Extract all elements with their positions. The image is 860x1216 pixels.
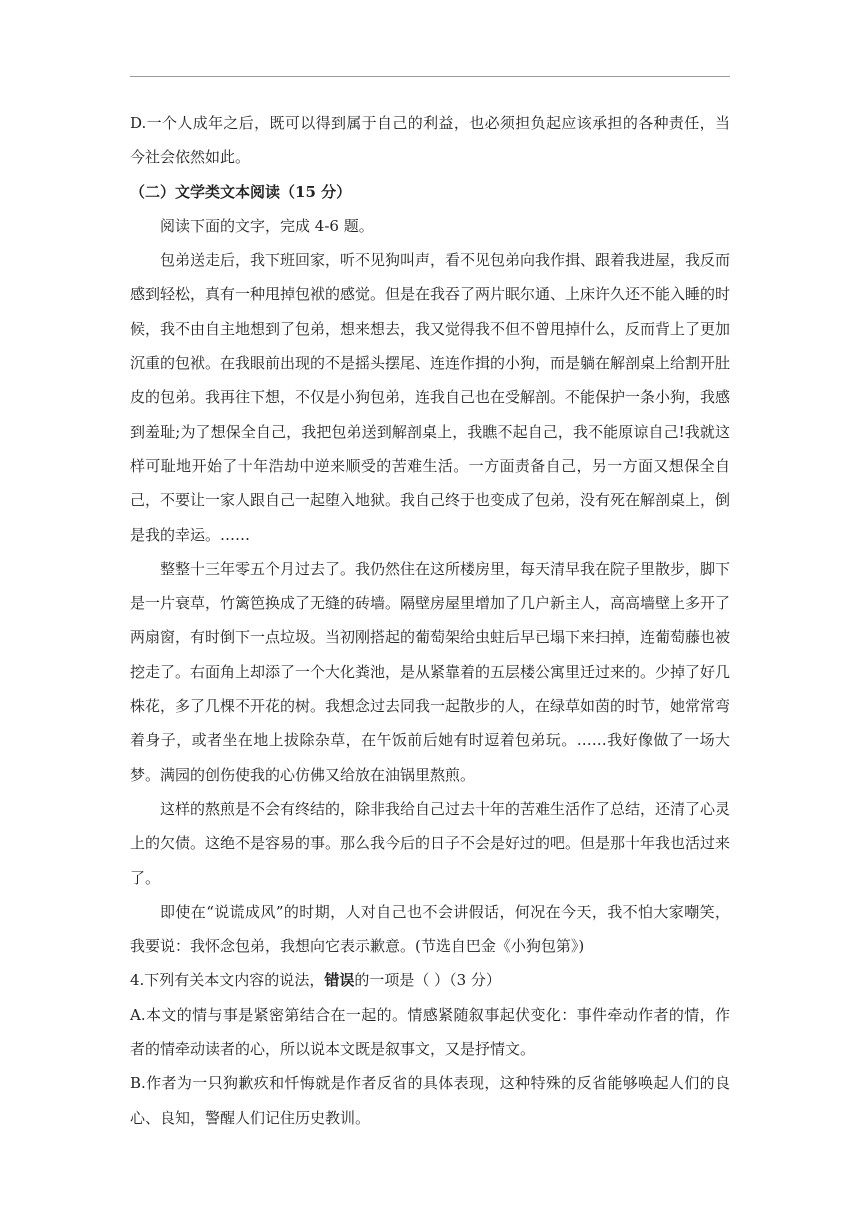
document-body (130, 106, 730, 1135)
passage-paragraph-2: 整整十三年零五个月过去了。我仍然住在这所楼房里，每天清早我在院子里散步，脚下是一片衰草，竹篱笆换成了无缝的砖墙。隔壁房屋里增加了几户新主人，高高墙壁上多开了两扇窗，有时倒下一点垃圾。当初刚搭起的葡萄架给虫蛀后早已塌下来扫掉，连葡萄藤也被挖走了。右面角上却添了一个大化粪池，是从紧靠着的五层楼公寓里迁过来的。少掉了好几株花，多了几棵不开花的树。我想念过去同我一起散步的人，在绿草如茵的时节，她常常弯着身子，或者坐在地上拔除杂草，在午饭前后她有时逗着包弟玩。……我好像做了一场大梦。满园的创伤使我的心仿佛又给放在油锅里熬煎。 (130, 559, 731, 784)
question-4-option-b: B.作者为一只狗歉疚和忏悔就是作者反省的具体表现，这种特殊的反省能够唤起人们的良心、良知，警醒人们记住历史教训。 (130, 1074, 730, 1127)
header-rule (130, 76, 730, 77)
passage-paragraph-4: 即使在“说谎成风”的时期，人对自己也不会讲假话，何况在今天，我不怕大家嘲笑，我要说：我怀念包弟，我想向它表示歉意。(节选自巴金《小狗包第》) (130, 902, 730, 956)
question-4-suffix: 的一项是（ ）（3 分） (354, 971, 501, 990)
passage-paragraph-1: 包弟送走后，我下班回家，听不见狗叫声，看不见包弟向我作揖、跟着我进屋，我反而感到轻松，真有一种甩掉包袱的感觉。但是在我吞了两片眠尔通、上床许久还不能入睡的时候，我不由自主地想到了包弟，想来想去，我又觉得我不但不曾甩掉什么，反而背上了更加沉重的包袱。在我眼前出现的不是摇头摆尾、连连作揖的小狗，而是躺在解剖桌上给割开肚皮的包弟。我再往下想，不仅是小狗包弟，连我自己也在受解剖。不能保护一条小狗，我感到羞耻;为了想保全自己，我把包弟送到解剖桌上，我瞧不起自己，我不能原谅自己!我就这样可耻地开始了十年浩劫中逆来顺受的苦难生活。一方面责备自己，另一方面又想保全自己，不要让一家人跟自己一起堕入地狱。我自己终于也变成了包弟，没有死在解剖桌上，倒是我的幸运。…… (130, 251, 731, 544)
question-4-prefix: 4.下列有关本文内容的说法， (130, 971, 325, 990)
question-4-emphasis: 错误 (324, 971, 355, 990)
question-4-stem (130, 963, 730, 997)
section-title: （二）文学类文本阅读（15 分） (130, 182, 352, 201)
reading-instruction: 阅读下面的文字，完成 4-6 题。 (160, 216, 374, 235)
question-4-option-a: A.本文的情与事是紧密第结合在一起的。情感紧随叙事起伏变化：事件牵动作者的情，作者的情牵动读者的心，所以说本文既是叙事文，又是抒情文。 (130, 1005, 730, 1059)
passage-paragraph-3: 这样的熬煎是不会有终结的，除非我给自己过去十年的苦难生活作了总结，还清了心灵上的欠债。这绝不是容易的事。那么我今后的日子不会是好过的吧。但是那十年我也活过来了。 (130, 799, 731, 887)
option-d-text: D.一个人成年之后，既可以得到属于自己的利益，也必须担负起应该承担的各种责任，当今社会依然如此。 (130, 114, 730, 167)
